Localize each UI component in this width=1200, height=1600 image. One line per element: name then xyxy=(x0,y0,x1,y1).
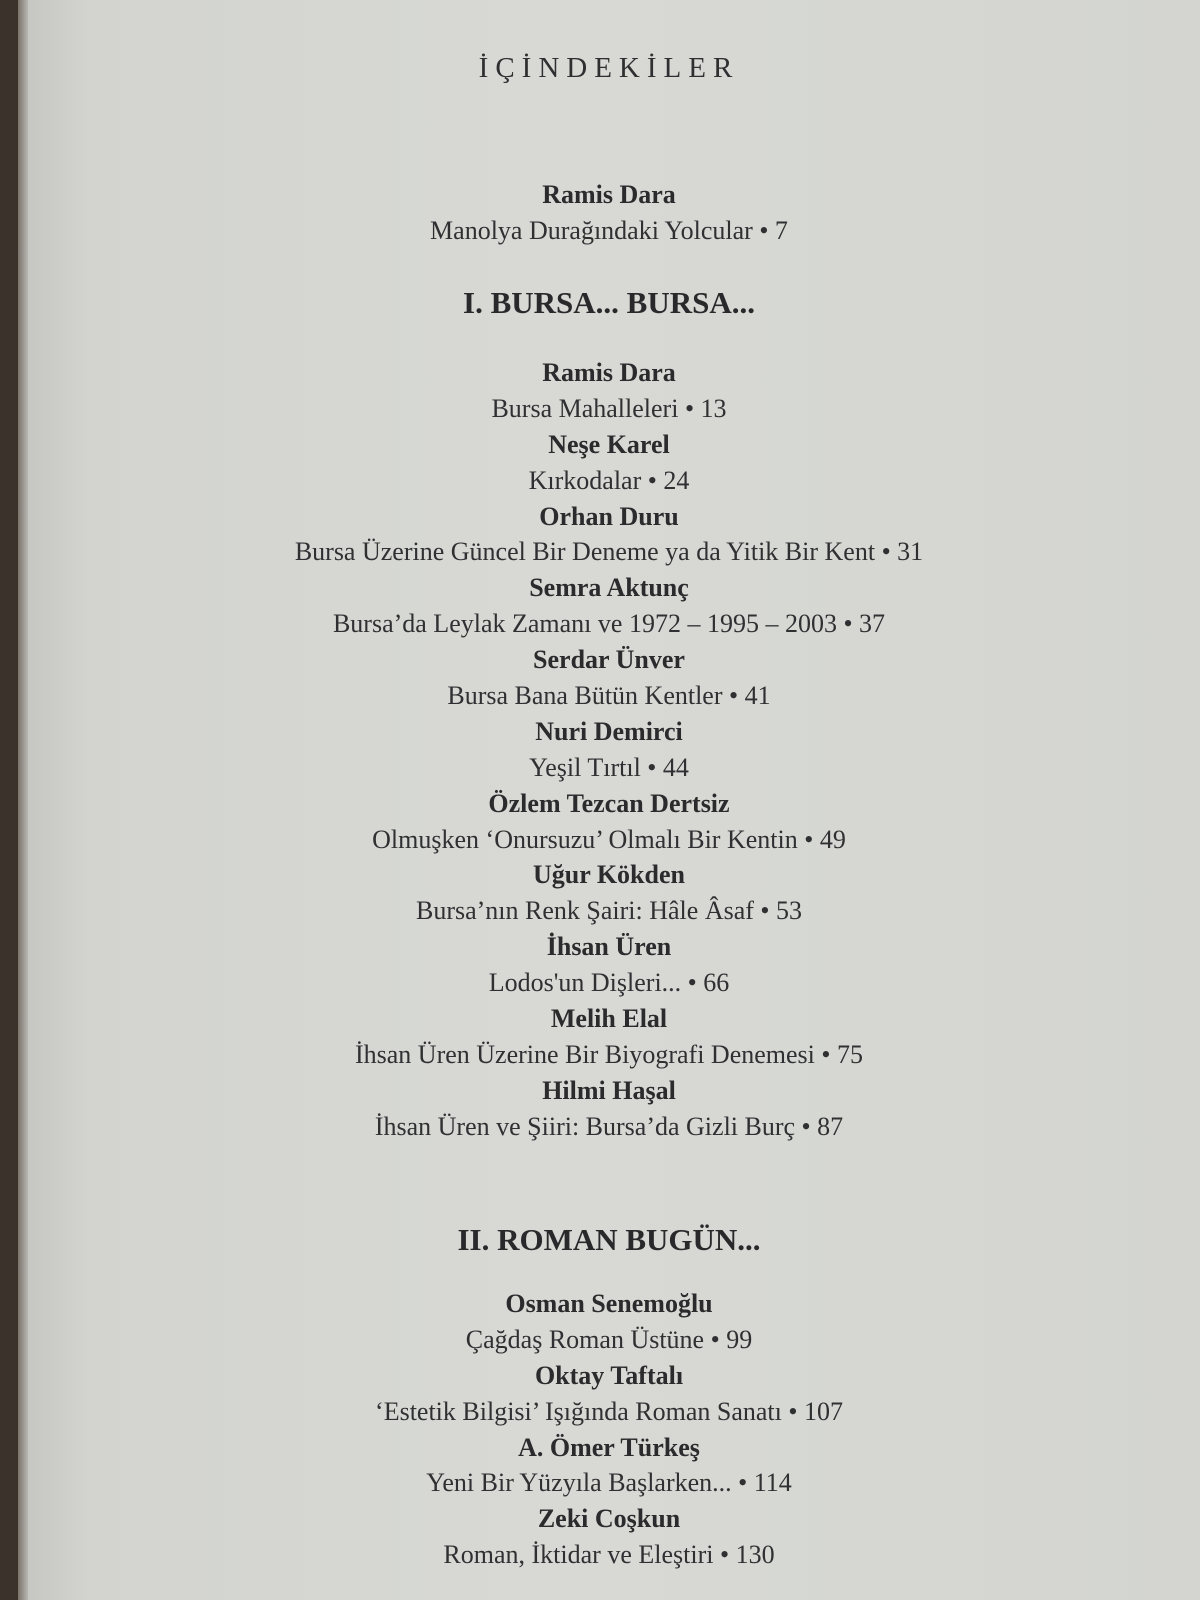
entry-title: Lodos'un Dişleri... • 66 xyxy=(488,968,730,998)
entry-title: Bursa Bana Bütün Kentler • 41 xyxy=(447,681,771,711)
entry-title: Çağdaş Roman Üstüne • 99 xyxy=(465,1324,753,1354)
entry-author: Osman Senemoğlu xyxy=(505,1289,713,1318)
section-2-entries xyxy=(18,1286,1200,1573)
entry-author: Semra Aktunç xyxy=(529,573,689,603)
entry-author: Oktay Taftalı xyxy=(534,1360,684,1390)
entry-title: Roman, İktidar ve Eleştiri • 130 xyxy=(443,1540,775,1570)
entry-author: Neşe Karel xyxy=(548,429,670,459)
entry-author: İhsan Üren xyxy=(546,932,672,962)
entry-author: Özlem Tezcan Dertsiz xyxy=(488,788,730,818)
entry-title: Manolya Durağındaki Yolcular • 7 xyxy=(430,215,788,245)
entry-author: Uğur Kökden xyxy=(533,860,685,890)
entry-author: Hilmi Haşal xyxy=(542,1075,676,1105)
entry-author: Nuri Demirci xyxy=(535,716,683,746)
entry-author: Melih Elal xyxy=(550,1004,668,1034)
entry-title: ‘Estetik Bilgisi’ Işığında Roman Sanatı • 107 xyxy=(375,1396,843,1426)
entry-author: Ramis Dara xyxy=(542,358,676,387)
entry-author: Orhan Duru xyxy=(539,501,679,531)
book-page xyxy=(18,0,1200,1600)
entry-title: Bursa Üzerine Güncel Bir Deneme ya da Yitik Bir Kent • 31 xyxy=(294,537,924,567)
toc-title: İÇİNDEKİLER xyxy=(478,52,740,84)
entry-title: Olmuşken ‘Onursuzu’ Olmalı Bir Kentin • 49 xyxy=(372,824,846,854)
entry-title: Kırkodalar • 24 xyxy=(528,465,690,495)
entry-title: Bursa’nın Renk Şairi: Hâle Âsaf • 53 xyxy=(415,896,803,926)
section-heading: II. ROMAN BUGÜN... xyxy=(457,1222,761,1257)
entry-title: Bursa’da Leylak Zamanı ve 1972 – 1995 – 2003 • 37 xyxy=(332,609,886,639)
entry-author: Ramis Dara xyxy=(542,180,676,209)
entry-title: Yeşil Tırtıl • 44 xyxy=(529,752,689,782)
entry-title: Bursa Mahalleleri • 13 xyxy=(491,393,727,423)
entry-author: Serdar Ünver xyxy=(533,645,685,675)
entry-author: Zeki Coşkun xyxy=(537,1504,681,1534)
entry-author: A. Ömer Türkeş xyxy=(518,1432,700,1462)
entry-title: Yeni Bir Yüzyıla Başlarken... • 114 xyxy=(426,1468,792,1498)
section-heading: I. BURSA... BURSA... xyxy=(463,285,755,320)
section-1-entries xyxy=(18,355,1200,1145)
entry-title: İhsan Üren ve Şiiri: Bursa’da Gizli Burç • 87 xyxy=(374,1111,844,1141)
entry-title: İhsan Üren Üzerine Bir Biyografi Denemesi • 75 xyxy=(354,1039,863,1069)
intro-block xyxy=(18,177,1200,249)
